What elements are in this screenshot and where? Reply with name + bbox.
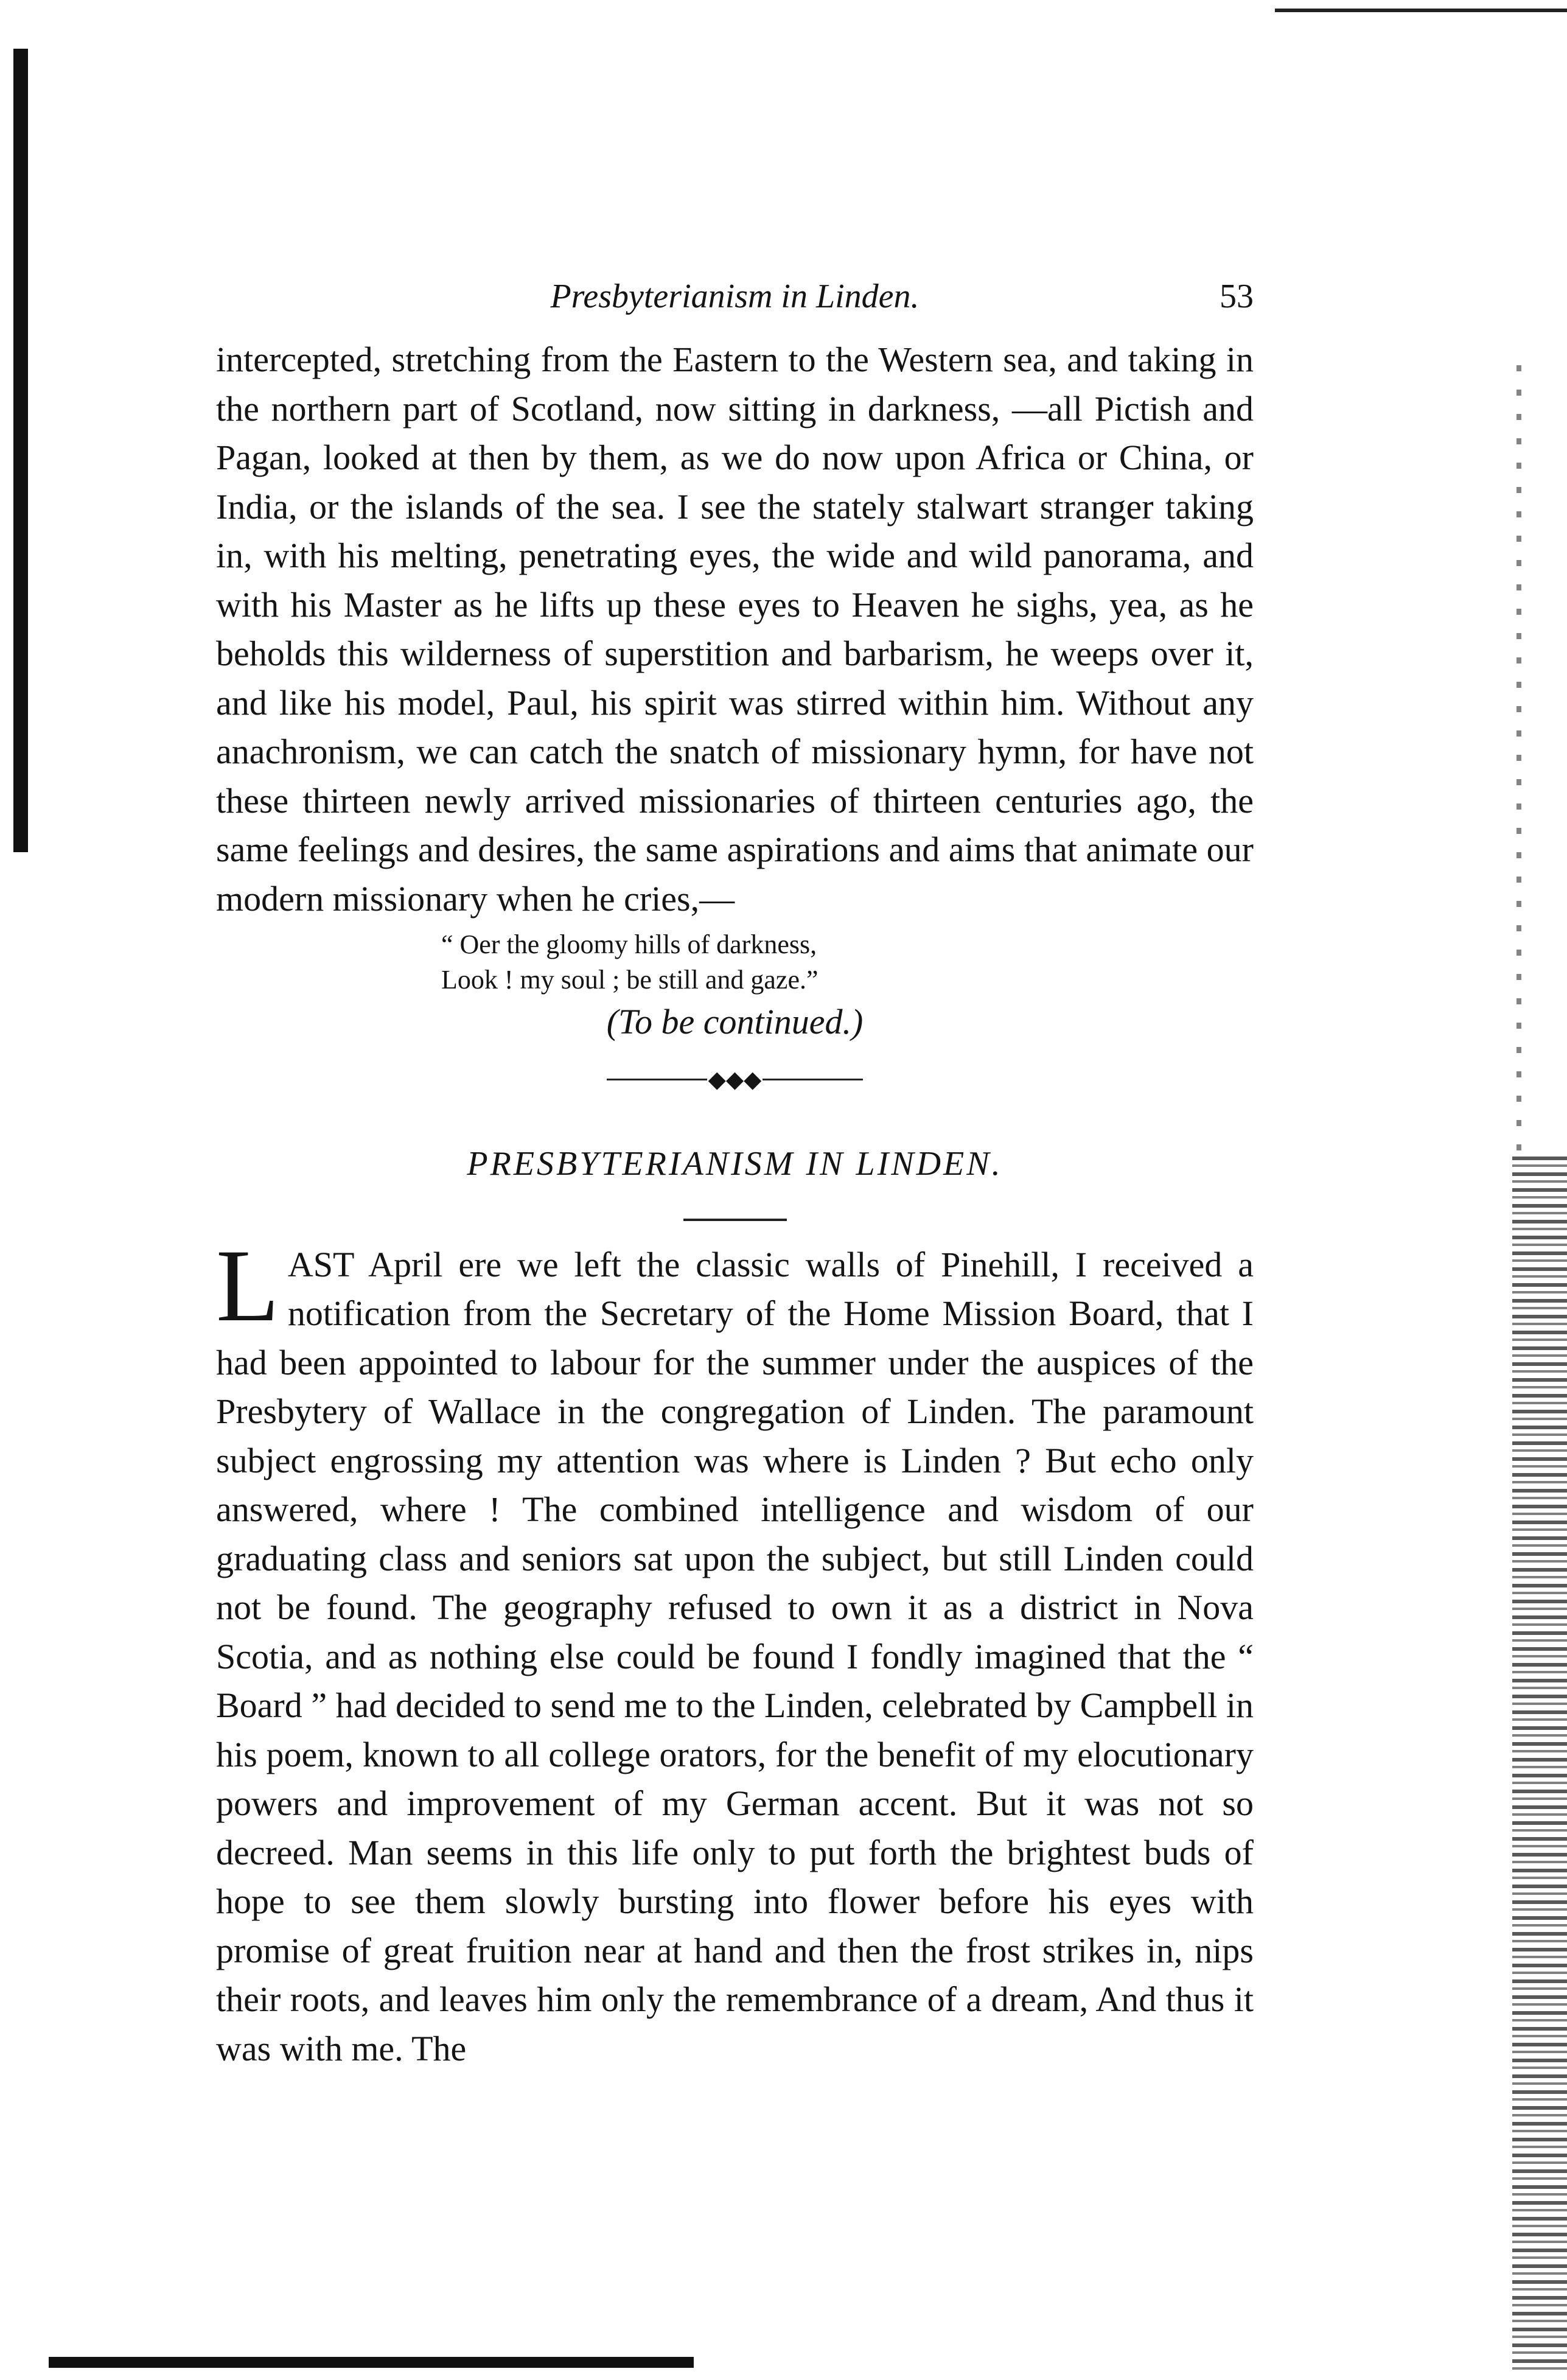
scan-right-edge-thin	[1516, 365, 1521, 1157]
lead-word: AST	[287, 1244, 355, 1284]
continuation-paragraph: intercepted, stretching from the Eastern to the Western sea, and taking in the northern part of Scotland, now sitting in darkness, —all Pictish and Pagan, looked at then by them, as we do now upon Africa or China, or India, or the islands of the sea. I see the stately stalwart stranger taking in, with his melting, penetrating eyes, the wide and wild panorama, and with his Master as he lifts up these eyes to Heaven he sighs, yea, as he beholds this wilderness of superstition and barbarism, he weeps over it, and like his model, Paul, his spirit was stirred within him. Without any anachronism, we can catch the snatch of missionary hymn, for have not these thirteen newly arrived missionaries of thirteen centuries ago, the same feelings and desires, the same aspirations and aims that animate our modern missionary when he cries,—	[216, 340, 1254, 919]
running-head-title: Presbyterianism in Linden.	[550, 278, 920, 315]
article-paragraph	[216, 1228, 1254, 2074]
scan-bottom-rule	[49, 2357, 694, 2368]
divider-line-right	[763, 1079, 863, 1080]
scan-left-edge	[13, 49, 28, 852]
scan-top-rule	[1275, 9, 1567, 12]
drop-cap: L	[216, 1228, 279, 1343]
scan-right-edge	[1512, 1157, 1567, 2374]
hymn-quote	[441, 927, 1254, 998]
document-page	[216, 277, 1254, 2073]
article-paragraph-text: April ere we left the classic walls of Pinehill, I received a notification from the Secretary of the Home Mission Board, that I had been appointed to labour for the summer under the auspices of the Presbytery of Wallace in the congregation of Linden. The paramount subject engrossing my attention was where is Linden ? But echo only answered, where ! The combined intelligence and wisdom of our graduating class and seniors sat upon the subject, but still Linden could not be found. The geography refused to own it as a district in Nova Scotia, and as nothing else could be found I fondly imagined that the “ Board ” had decided to send me to the Linden, celebrated by Campbell in his poem, known to all college orators, for the benefit of my elocutionary powers and improvement of my German accent. But it was not so decreed. Man seems in this life only to put forth the brightest buds of hope to see them slowly bursting into flower before his eyes with promise of great fruition near at hand and then the frost strikes in, nips their roots, and leaves him only the remembrance of a dream, And thus it was with me. The	[216, 1244, 1254, 2068]
divider-line-left	[607, 1079, 707, 1080]
page-number: 53	[1220, 278, 1254, 315]
to-be-continued-note: (To be continued.)	[606, 1002, 864, 1041]
section-divider	[216, 1064, 1254, 1093]
divider-ornament-icon: ◆◆◆	[708, 1066, 762, 1093]
running-head	[216, 277, 1254, 335]
hymn-quote-line-2: Look ! my soul ; be still and gaze.”	[441, 965, 818, 995]
hymn-quote-line-1: “ Oer the gloomy hills of darkness,	[441, 929, 817, 959]
article-title: PRESBYTERIANISM IN LINDEN.	[467, 1144, 1003, 1183]
title-rule	[683, 1219, 787, 1221]
